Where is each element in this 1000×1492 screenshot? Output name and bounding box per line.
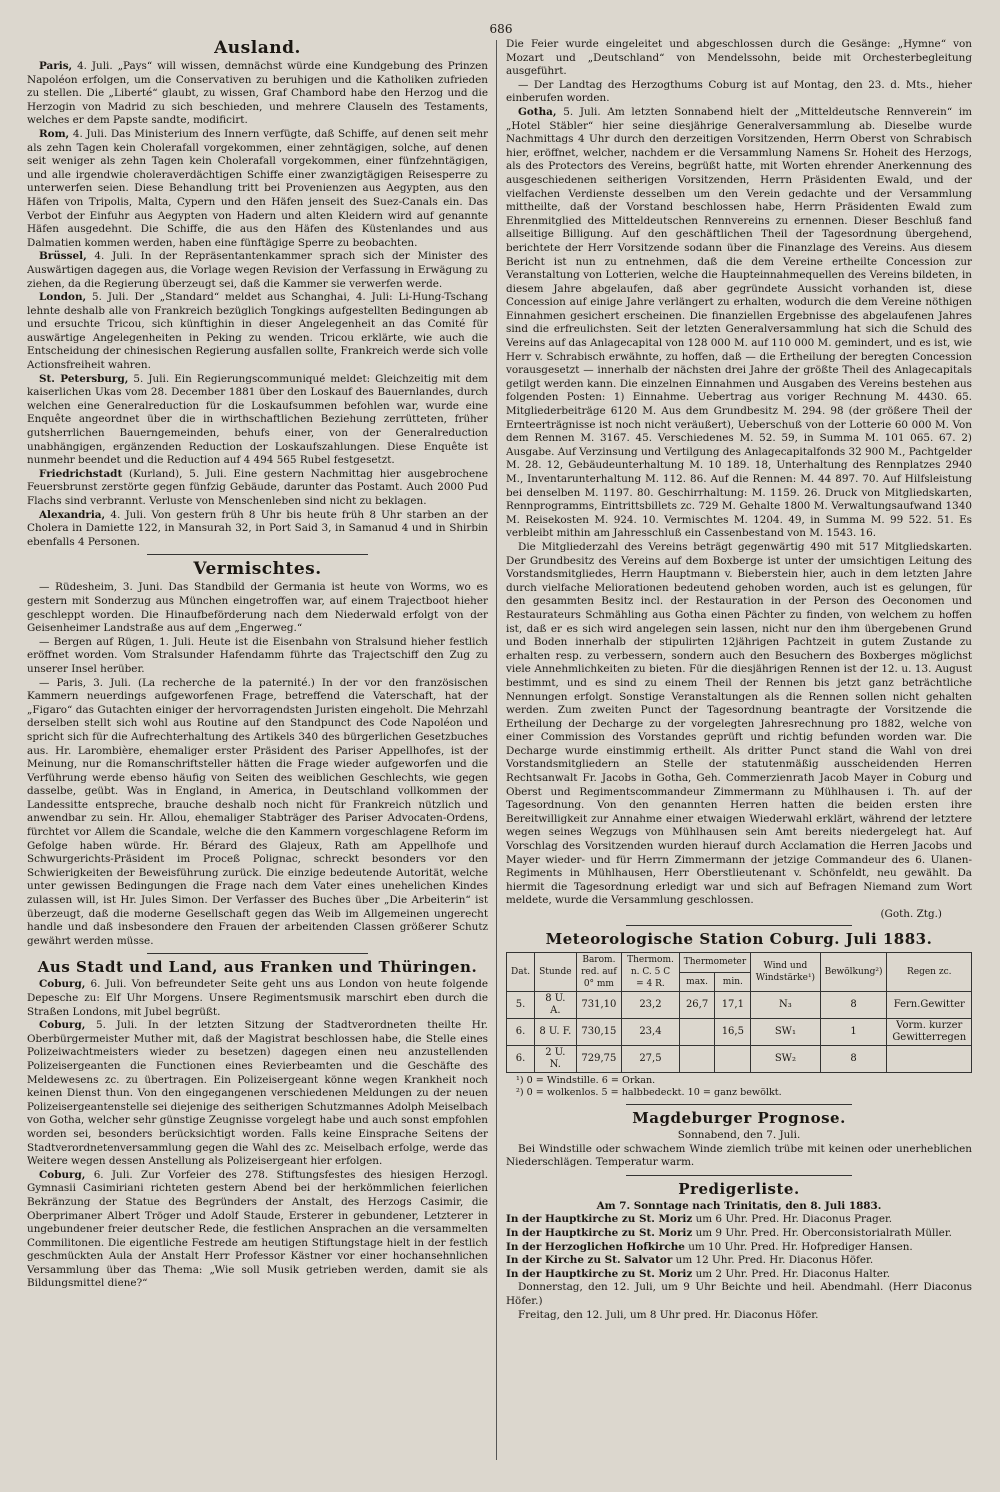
table-cell: SW₂ bbox=[751, 1046, 820, 1073]
table-cell: 731,10 bbox=[576, 992, 622, 1019]
table-cell: 27,5 bbox=[622, 1046, 680, 1073]
table-footnote: ²) 0 = wolkenlos. 5 = halbbedeckt. 10 = ganz bewölkt. bbox=[516, 1087, 782, 1098]
right-column bbox=[506, 38, 972, 1478]
news-item: — Bergen auf Rügen, 1. Juli. Heute ist die Eisenbahn von Stralsund hieher festlich eröffnet worden. Vom Stralsunder Hafendamm führte das Trajectschiff den Zug zu unserer Insel herüber. bbox=[27, 635, 488, 675]
news-item: Friedrichstadt (Kurland), 5. Juli. Eine gestern Nachmittag hier ausgebrochene Feuersbrunst zerstörte gegen fünfzig Gebäude, darunter das Postamt. Auch 2000 Pud Flachs sind verbrannt. Verluste von Menschenleben sind nicht zu beklagen. bbox=[27, 467, 488, 507]
stadt-land-heading: Aus Stadt und Land, aus Franken und Thüringen. bbox=[37, 958, 478, 977]
column-divider bbox=[496, 40, 497, 1460]
news-item: Coburg, 5. Juli. In der letzten Sitzung der Stadtverordneten theilte Hr. Oberbürgermeister Muther mit, daß der Magistrat beschlossen habe, die Stelle eines Polizeiwachtmeisters wieder zu besetzen) dagegen einen neu anzustellenden Polizeisergeanten die Functionen eines Revierbeamten und die Geschäfte des Meldewesens zc. zu übertragen. Ein Polizeisergeant könne wegen Krankheit noch keinen Dienst thun. Von den eingegangenen verschiedenen Meldungen zu der neuen Polizeisergeantenstelle sei diejenige des seitherigen Schutzmannes Adolph Meiselbach von Gotha, welcher sehr günstige Zeugnisse vorgelegt habe und auch sonst empfohlen worden sei, besonders berücksichtigt worden. Falls keine Einsprache Seitens der Stadtverordnetenversammlung gegen die Wahl des zc. Meiselbach erfolge, werde das Weitere wegen dessen Anstellung als Polizeisergeant hier erfolgen. bbox=[27, 1019, 488, 1168]
table-cell: 1 bbox=[820, 1019, 887, 1046]
page-number: 686 bbox=[489, 22, 513, 36]
table-header-row bbox=[507, 953, 972, 973]
news-item: London, 5. Juli. Der „Standard“ meldet aus Schanghai, 4. Juli: Li-Hung-Tschang lehnte deshalb alle von Frankreich bezüglich Tongkings aufgestellten Bedingungen ab und ersuchte Tricou, sich künftighin in dieser Angelegenheit an das Comité für auswärtige Angelegenheiten in Peking zu wenden. Tricou erklärte, wie auch die Entscheidung der chinesischen Regierung ausfallen sollte, Frankreich werde sich volle Actionsfreiheit wahren. bbox=[27, 291, 488, 372]
table-cell: 6. bbox=[507, 1019, 535, 1046]
news-item: St. Petersburg, 5. Juli. Ein Regierungscommuniqué meldet: Gleichzeitig mit dem kaiserlichen Ukas vom 28. December 1881 über den Loskauf des Bauernlandes, durch welchen eine Generalreduction für die Loskaufsummen befohlen war, wurde eine Enquête angeordnet über die in wirthschaftlichen Beziehung zerrütteten, früher gutsherrlichen Bauerngemeinden, behufs einer, von der Generalreduction unabhängigen, ergänzenden Reduction der Loskaufszahlungen. Diese Enquête ist nunmehr beendet und die Reduction auf 4 494 565 Rubel festgesetzt. bbox=[27, 372, 488, 467]
news-item: Die Mitgliederzahl des Vereins beträgt gegenwärtig 490 mit 517 Mitgliedskarten. Der Grundbesitz des Vereins auf dem Boxberge ist unter der umsichtigen Leitung des Vorstandsmitgliedes, Herrn Hauptmann v. Bieberstein hier, auch in dem letzten Jahre durch vielfache Meliorationen bedeutend gehoben worden, auch ist es gelungen, für den gesammten Besitz incl. der Restauration in der Person des Oeconomen und Restaurateurs Schmähling aus Gotha einen Pächter zu finden, von welchem zu hoffen ist, daß er es sich wird angelegen sein lassen, nicht nur den ihm übergebenen Grund und Boden innerhalb der stipulirten 12jährigen Pachtzeit in gutem Zustande zu erhalten resp. zu verbessern, sondern auch den Besuchern des Boxberges möglichst viele Annehmlichkeiten zu bieten. Für die diesjährigen Rennen ist der 12. u. 13. August bestimmt, und es sind zu einem Theil der Rennen bis jetzt ganz beträchtliche Nennungen erfolgt. Sonstige Veranstaltungen als die Rennen sollen nicht gehalten werden. Zum zweiten Punct der Tagesordnung beantragte der Vorsitzende die Ertheilung der Decharge zu der vorgelegten Jahresrechnung pro 1882, welche von einer Commission des Vorstandes geprüft und richtig befunden worden war. Die Decharge wurde einstimmig ertheilt. Als dritter Punct stand die Wahl von drei Vorstandsmitgliedern an Stelle der statutenmäßig ausscheidenden Herren Rechtsanwalt Fr. Jacobs in Gotha, Geh. Commerzienrath Jacob Mayer in Coburg und Oberst und Regimentscommandeur Zimmermann zu Mühlhausen i. Th. auf der Tagesordnung. Von den genannten Herren hatten die beiden ersten ihre Bereitwilligkeit zur Annahme einer etwaigen Wiederwahl erklärt, während der letztere wegen seines Wegzugs von Mühlhausen sein Amt bereits niedergelegt hat. Auf Vorschlag des Vorsitzenden wurden hierauf durch Acclamation die Herren Jacobs und Mayer wieder- und für Herrn Zimmermann der jetzige Commandeur des 6. Ulanen-Regiments in Mühlhausen, Herr Oberstlieutenant v. Schönfeldt, neu gewählt. Da hiermit die Tagesordnung erledigt war und sich auf Befragen Niemand zum Wort meldete, wurde die Versammlung geschlossen. bbox=[506, 540, 972, 907]
table-row bbox=[507, 1019, 972, 1046]
column-header: min. bbox=[715, 972, 751, 992]
column-header: Thermometer bbox=[679, 953, 751, 973]
meteorology-heading: Meteorologische Station Coburg. Juli 1883. bbox=[545, 930, 933, 948]
prognose-date: Sonnabend, den 7. Juli. bbox=[677, 1129, 801, 1141]
news-item: Coburg, 6. Juli. Zur Vorfeier des 278. Stiftungsfestes des hiesigen Herzogl. Gymnasii Casimiriani richteten gestern Abend bei der herkömmlichen feierlichen Bekränzung der Statue des Begründers der Anstalt, des Herzogs Casimir, die Oberprimaner Albert Tröger und Adolf Staude, Ersterer in gebundener, Letzterer in ungebundener freier deutscher Rede, die festlichen Ansprachen an die versammelten Commilitonen. Die eigentliche Festrede am heutigen Stiftungstage hielt in der festlich geschmückten Aula der Anstalt Herr Professor Kästner vor einer hochansehnlichen Versammlung über das Thema: „Wie soll Musik getrieben werden, damit sie als Bildungsmittel diene?“ bbox=[27, 1168, 488, 1290]
prediger-list bbox=[506, 1213, 972, 1322]
table-cell bbox=[679, 1019, 715, 1046]
table-cell: N₃ bbox=[751, 992, 820, 1019]
ausland-section bbox=[27, 60, 488, 549]
table-cell: 23,4 bbox=[622, 1019, 680, 1046]
section-rule bbox=[626, 1175, 852, 1176]
news-item: Paris, 4. Juli. „Pays“ will wissen, demnächst würde eine Kundgebung des Prinzen Napoléon erfolgen, um die Conservativen zu beruhigen und die Katholiken zufrieden zu stellen. Die „Liberté“ glaubt, zu wissen, Graf Chambord habe den Herzog und die Herzogin von Madrid zu sich beschieden, und mehrere Clauseln des Testaments, welches er dem Papste sandte, modificirt. bbox=[27, 60, 488, 127]
weather-table bbox=[506, 952, 972, 1073]
list-item: In der Hauptkirche zu St. Moriz um 9 Uhr. Pred. Hr. Oberconsistorialrath Müller. bbox=[506, 1226, 952, 1239]
section-rule bbox=[626, 925, 852, 926]
table-cell bbox=[679, 1046, 715, 1073]
left-column bbox=[27, 38, 488, 1478]
news-item: Die Feier wurde eingeleitet und abgeschlossen durch die Gesänge: „Hymne“ von Mozart und „Deutschland“ von Mendelssohn, beide mit Orchesterbegleitung ausgeführt. bbox=[506, 38, 972, 78]
section-rule bbox=[626, 1104, 852, 1105]
section-rule bbox=[147, 953, 368, 954]
news-item: — Der Landtag des Herzogthums Coburg ist auf Montag, den 23. d. Mts., hieher einberufen worden. bbox=[506, 78, 972, 105]
vermischtes-section bbox=[27, 581, 488, 948]
table-cell: 5. bbox=[507, 992, 535, 1019]
table-cell: Fern.Gewitter bbox=[887, 992, 972, 1019]
table-cell: 729,75 bbox=[576, 1046, 622, 1073]
list-item: Freitag, den 12. Juli, um 8 Uhr pred. Hr. Diaconus Höfer. bbox=[518, 1308, 819, 1321]
source-citation: (Goth. Ztg.) bbox=[880, 908, 942, 920]
news-item: Brüssel, 4. Juli. In der Repräsentantenkammer sprach sich der Minister des Auswärtigen dagegen aus, die Vorlage wegen Revision der Verfassung in Erwägung zu ziehen, da die Regierung überzeugt sei, daß die Kammer sie verwerfen werde. bbox=[27, 250, 488, 290]
list-item: In der Hauptkirche zu St. Moriz um 6 Uhr. Pred. Hr. Diaconus Prager. bbox=[506, 1213, 893, 1226]
table-row bbox=[507, 992, 972, 1019]
table-cell bbox=[715, 1046, 751, 1073]
column-header: Regen zc. bbox=[887, 953, 972, 992]
table-cell: 2 U. N. bbox=[535, 1046, 577, 1073]
news-item: Coburg, 6. Juli. Von befreundeter Seite geht uns aus London von heute folgende Depesche zu: Elf Uhr Morgens. Unsere Regimentsmusik marschirt eben durch die Straßen Londons, mit Jubel begrüßt. bbox=[27, 978, 488, 1018]
table-cell bbox=[887, 1046, 972, 1073]
table-cell: 6. bbox=[507, 1046, 535, 1073]
table-cell: 8 U. A. bbox=[535, 992, 577, 1019]
stadt-section bbox=[27, 978, 488, 1291]
list-item: In der Herzoglichen Hofkirche um 10 Uhr. Pred. Hr. Hofprediger Hansen. bbox=[506, 1240, 913, 1253]
table-cell: 16,5 bbox=[715, 1019, 751, 1046]
ausland-heading: Ausland. bbox=[214, 38, 301, 58]
prognose-text: Bei Windstille oder schwachem Winde ziemlich trübe mit keinen oder unerheblichen Niederschlägen. Temperatur warm. bbox=[506, 1142, 972, 1169]
table-row bbox=[507, 1046, 972, 1073]
list-item: In der Kirche zu St. Salvator um 12 Uhr. Pred. Hr. Diaconus Höfer. bbox=[506, 1254, 874, 1267]
prognose-heading: Magdeburger Prognose. bbox=[632, 1109, 846, 1127]
prediger-heading: Predigerliste. bbox=[678, 1179, 800, 1198]
table-cell: 8 bbox=[820, 992, 887, 1019]
column-header: max. bbox=[679, 972, 715, 992]
news-item: — Paris, 3. Juli. (La recherche de la paternité.) In der vor den französischen Kammern neuerdings aufgeworfenen Frage, betreffend die Vaterschaft, hat der „Figaro“ das Gutachten einiger der hervorragendsten Juristen eingeholt. Die Mehrzahl derselben stellt sich wohl aus Routine auf den Standpunct des Code Napoléon und spricht sich für die Aufrechterhaltung des Artikels 340 des bürgerlichen Gesetzbuches aus. Hr. Larombière, ehemaliger erster Präsident des Pariser Appellhofes, ist der Meinung, nur die Romanschriftsteller hätten die Frage wieder aufgeworfen und die Verführung werde ebenso häufig von Seiten des weiblichen Geschlechts, wie gegen dasselbe, geübt. Was in England, in America, in Deutschland vollkommen der Landessitte entspreche, brauche deshalb noch nicht für Frankreich nützlich und anwendbar zu sein. Hr. Allou, ehemaliger Stabträger des Pariser Advocaten-Ordens, fürchtet vor Allem die Scandale, welche die den Kammern vorgeschlagene Reform im Gefolge haben würde. Hr. Bérard des Glajeux, Rath am Appellhofe und Schwurgerichts-Präsident im Proceß Polignac, schreckt besonders vor den Schwierigkeiten der Beweisführung zurück. Die einzige bedeutende Autorität, welche unter gewissen Bedingungen die Frage nach dem Vater eines unehelichen Kindes zulassen will, ist Hr. Jules Simon. Der Verfasser des Buches über „Die Arbeiterin“ ist überzeugt, daß die moderne Gesellschaft gegen das Weib im Allgemeinen ungerecht handle und daß insbesondere den Frauen der arbeitenden Classen größerer Schutz gewährt werden müsse. bbox=[27, 676, 488, 947]
list-item: Donnerstag, den 12. Juli, um 9 Uhr Beichte und heil. Abendmahl. (Herr Diaconus Höfer.) bbox=[506, 1281, 972, 1307]
column-header: Wind und Windstärke¹) bbox=[751, 953, 820, 992]
column-header: Barom. red. auf 0° mm bbox=[576, 953, 622, 992]
table-cell: SW₁ bbox=[751, 1019, 820, 1046]
section-rule bbox=[147, 554, 368, 555]
table-cell: 26,7 bbox=[679, 992, 715, 1019]
column-header: Dat. bbox=[507, 953, 535, 992]
list-item: In der Hauptkirche zu St. Moriz um 2 Uhr. Pred. Hr. Diaconus Halter. bbox=[506, 1267, 891, 1280]
news-item: — Rüdesheim, 3. Juni. Das Standbild der Germania ist heute von Worms, wo es gestern mit Sonderzug aus München eingetroffen war, auf einem Trajectboot hieher geschleppt worden. Die Hinaufbeförderung nach dem Niederwald erfolgt von der Geisenheimer Landstraße aus auf dem „Engerweg.“ bbox=[27, 581, 488, 635]
table-cell: 8 bbox=[820, 1046, 887, 1073]
column-header: Thermom. n. C. 5 C = 4 R. bbox=[622, 953, 680, 992]
table-cell: 730,15 bbox=[576, 1019, 622, 1046]
table-cell: 17,1 bbox=[715, 992, 751, 1019]
column-header: Stunde bbox=[535, 953, 577, 992]
news-item: Rom, 4. Juli. Das Ministerium des Innern verfügte, daß Schiffe, auf denen seit mehr als zehn Tagen kein Cholerafall vorgekommen, einer zehntägigen, solche, auf denen seit weniger als zehn Tagen kein Cholerafall vorgekommen, einer fünfzehntägigen, und alle irgendwie choleraverdächtigen Schiffe einer zwanzigtägigen Reisesperre zu unterwerfen seien. Diese Behandlung tritt bei Provenienzen aus Aegypten, aus den Häfen von Tripolis, Malta, Cypern und den Häfen jenseit des Suez-Canals ein. Das Verbot der Einfuhr aus Aegypten von Hadern und alten Kleidern wird auf genannte Häfen ausgedehnt. Die Schiffe, die aus den Häfen des Küstenlandes und aus Dalmatien kommen werden, haben eine fünftägige Sperre zu beobachten. bbox=[27, 127, 488, 249]
column-header: Bewölkung²) bbox=[820, 953, 887, 992]
table-cell: 23,2 bbox=[622, 992, 680, 1019]
prediger-subheading: Am 7. Sonntage nach Trinitatis, den 8. Juli 1883. bbox=[596, 1199, 882, 1212]
table-footnote: ¹) 0 = Windstille. 6 = Orkan. bbox=[516, 1075, 656, 1086]
vermischtes-heading: Vermischtes. bbox=[193, 559, 322, 580]
table-cell: Vorm. kurzer Gewitterregen bbox=[887, 1019, 972, 1046]
news-item: Alexandria, 4. Juli. Von gestern früh 8 Uhr bis heute früh 8 Uhr starben an der Cholera in Damiette 122, in Mansurah 32, in Port Said 3, in Samanud 4 und in Shirbin ebenfalls 4 Personen. bbox=[27, 508, 488, 548]
news-item: Gotha, 5. Juli. Am letzten Sonnabend hielt der „Mitteldeutsche Rennverein“ im „Hotel Stäbler“ hier seine diesjährige Generalversammlung ab. Dieselbe wurde Nachmittags 4 Uhr durch den derzeitigen Vorsitzenden, Herrn Oberst von Schrabisch hier, eröffnet, welcher, nachdem er die Versammlung Namens Sr. Hoheit des Herzogs, als des Protectors des Vereins, begrüßt hatte, mit Worten ehrender Anerkennung des ausgeschiedenen seitherigen Vorsitzenden, Herrn Präsidenten Ewald, und der vielfachen Verdienste desselben um den Verein gedachte und der Versammlung mittheilte, daß der Vorstand beschlossen habe, Herrn Präsidenten Ewald zum Ehrenmitglied des Mitteldeutschen Rennvereins zu ernennen. Dieser Beschluß fand allseitige Billigung. Auf den geschäftlichen Theil der Tagesordnung übergehend, berichtete der Herr Vorsitzende sodann über die Finanzlage des Vereins. Aus diesem Bericht ist nun zu entnehmen, daß die dem Vereine ertheilte Concession zur Veranstaltung von Lotterien, welche die Haupteinnahmequellen des Vereins bildeten, in diesem Jahre abgelaufen, daß aber gegründete Aussicht vorhanden ist, diese Concession auf einige Jahre verlängert zu erhalten, wodurch die dem Vereine nöthigen Einnahmen gesichert erscheinen. Die finanziellen Ergebnisse des abgelaufenen Jahres sind die erfreulichsten. Seit der letzten Generalversammlung hat sich die Schuld des Vereins auf das Anlagecapital von 128 000 M. auf 110 000 M. gemindert, und es ist, wie Herr v. Schrabisch erwähnte, zu hoffen, daß — die Ertheilung der beregten Concession vorausgesetzt — innerhalb der nächsten drei Jahre der größte Theil des Anlagecapitals getilgt werden kann. Die einzelnen Einnahmen und Ausgaben des Vereins bestehen aus folgenden Posten: 1) Einnahme. Uebertrag aus voriger Rechnung M. 4430. 65. Mitgliederbeiträge 6120 M. Aus dem Grundbesitz M. 294. 98 (der größere Theil der Ernteerträgnisse ist noch nicht veräußert), Ueberschuß von der Lotterie 60 000 M. Von dem Rennen M. 3167. 45. Verschiedenes M. 52. 59, in Summa M. 101 065. 67. 2) Ausgabe. Auf Verzinsung und Vertilgung des Anlagecapitalfonds 32 900 M., Pachtgelder M. 28. 12, Gebäudeunterhaltung M. 10 189. 18, Unterhaltung des Rennplatzes 2940 M., Inventarunterhaltung M. 112. 86. Auf die Rennen: M. 44 897. 70. Auf Hilfsleistung bei denselben M. 1197. 80. Geschirrhaltung: M. 1159. 26. Druck von Mitgliedskarten, Rennprogramms, Eintrittsbillets zc. 729 M. Gehalte 1800 M. Verwaltungsaufwand 1340 M. Reisekosten M. 924. 10. Vermischtes M. 1204. 49, in Summa M. 99 522. 51. Es verbleibt mithin am Jahresschluß ein Cassenbestand von M. 1543. 16. bbox=[506, 105, 972, 540]
table-cell: 8 U. F. bbox=[535, 1019, 577, 1046]
